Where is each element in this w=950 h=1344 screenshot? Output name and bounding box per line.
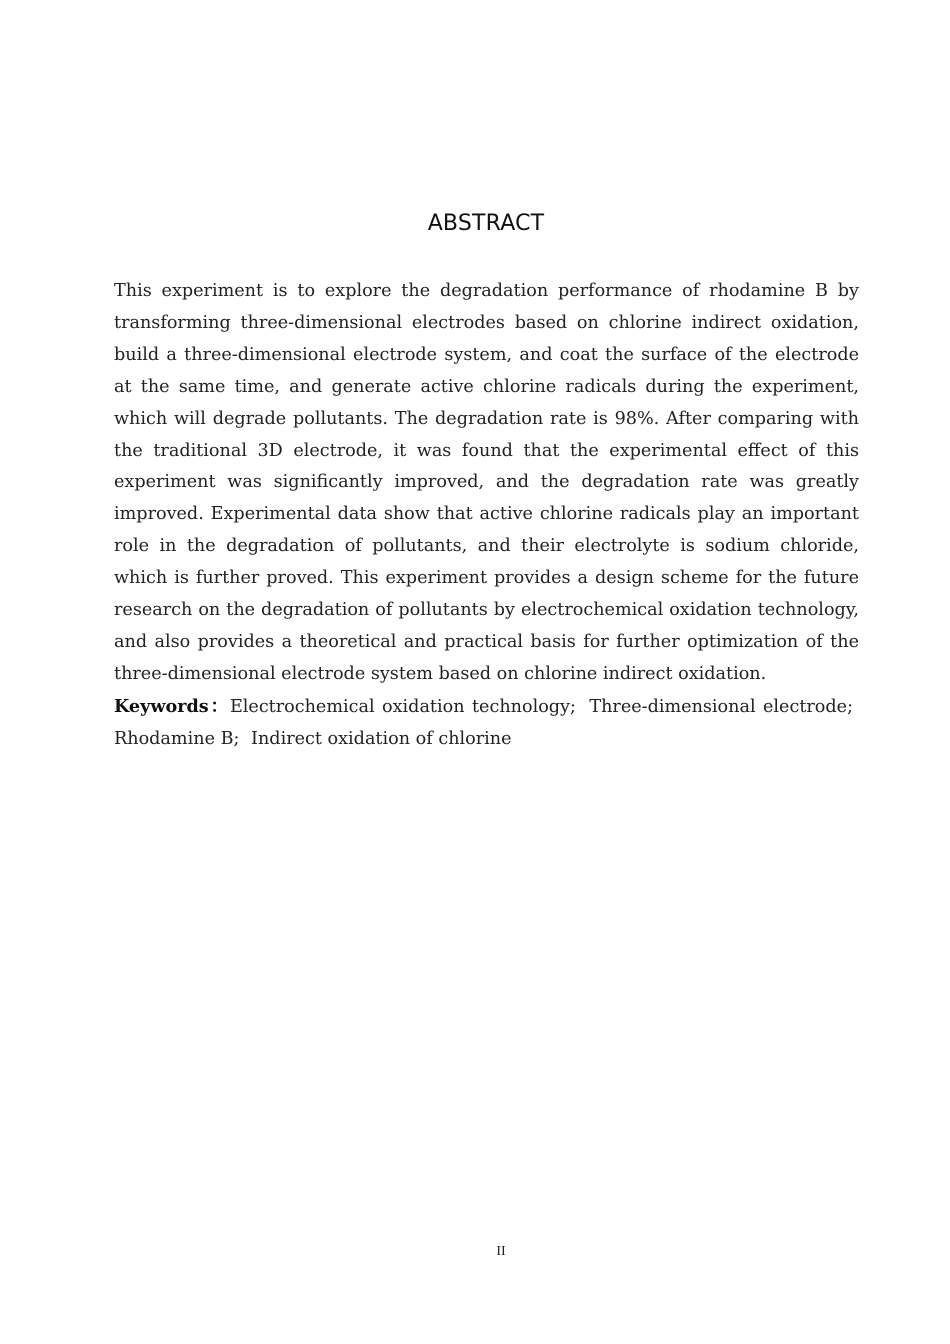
abstract-body: [114, 276, 859, 756]
keywords-line: [114, 691, 859, 756]
keyword-item: Indirect oxidation of chlorine: [251, 728, 512, 749]
keyword-item: Three-dimensional electrode;: [589, 696, 853, 717]
abstract-paragraph: This experiment is to explore the degradation performance of rhodamine B by transforming three-dimensional electrodes based on chlorine indirect oxidation, build a three-dimensional electrode system, and coat the surface of the electrode at the same time, and generate active chlorine radicals during the experiment, which will degrade pollutants. The degradation rate is 98%. After comparing with the traditional 3D electrode, it was found that the experimental effect of this experiment was significantly improved, and the degradation rate was greatly improved. Experimental data show that active chlorine radicals play an important role in the degradation of pollutants, and their electrolyte is sodium chloride, which is further proved. This experiment provides a design scheme for the future research on the degradation of pollutants by electrochemical oxidation technology, and also provides a theoretical and practical basis for further optimization of the three-dimensional electrode system based on chlorine indirect oxidation.: [114, 281, 859, 684]
keyword-item: Rhodamine B;: [114, 728, 240, 749]
abstract-title: ABSTRACT: [427, 211, 545, 236]
keyword-item: Electrochemical oxidation technology;: [229, 696, 576, 717]
page-number: II: [496, 1244, 506, 1259]
keywords-label: Keywords：: [114, 695, 230, 717]
